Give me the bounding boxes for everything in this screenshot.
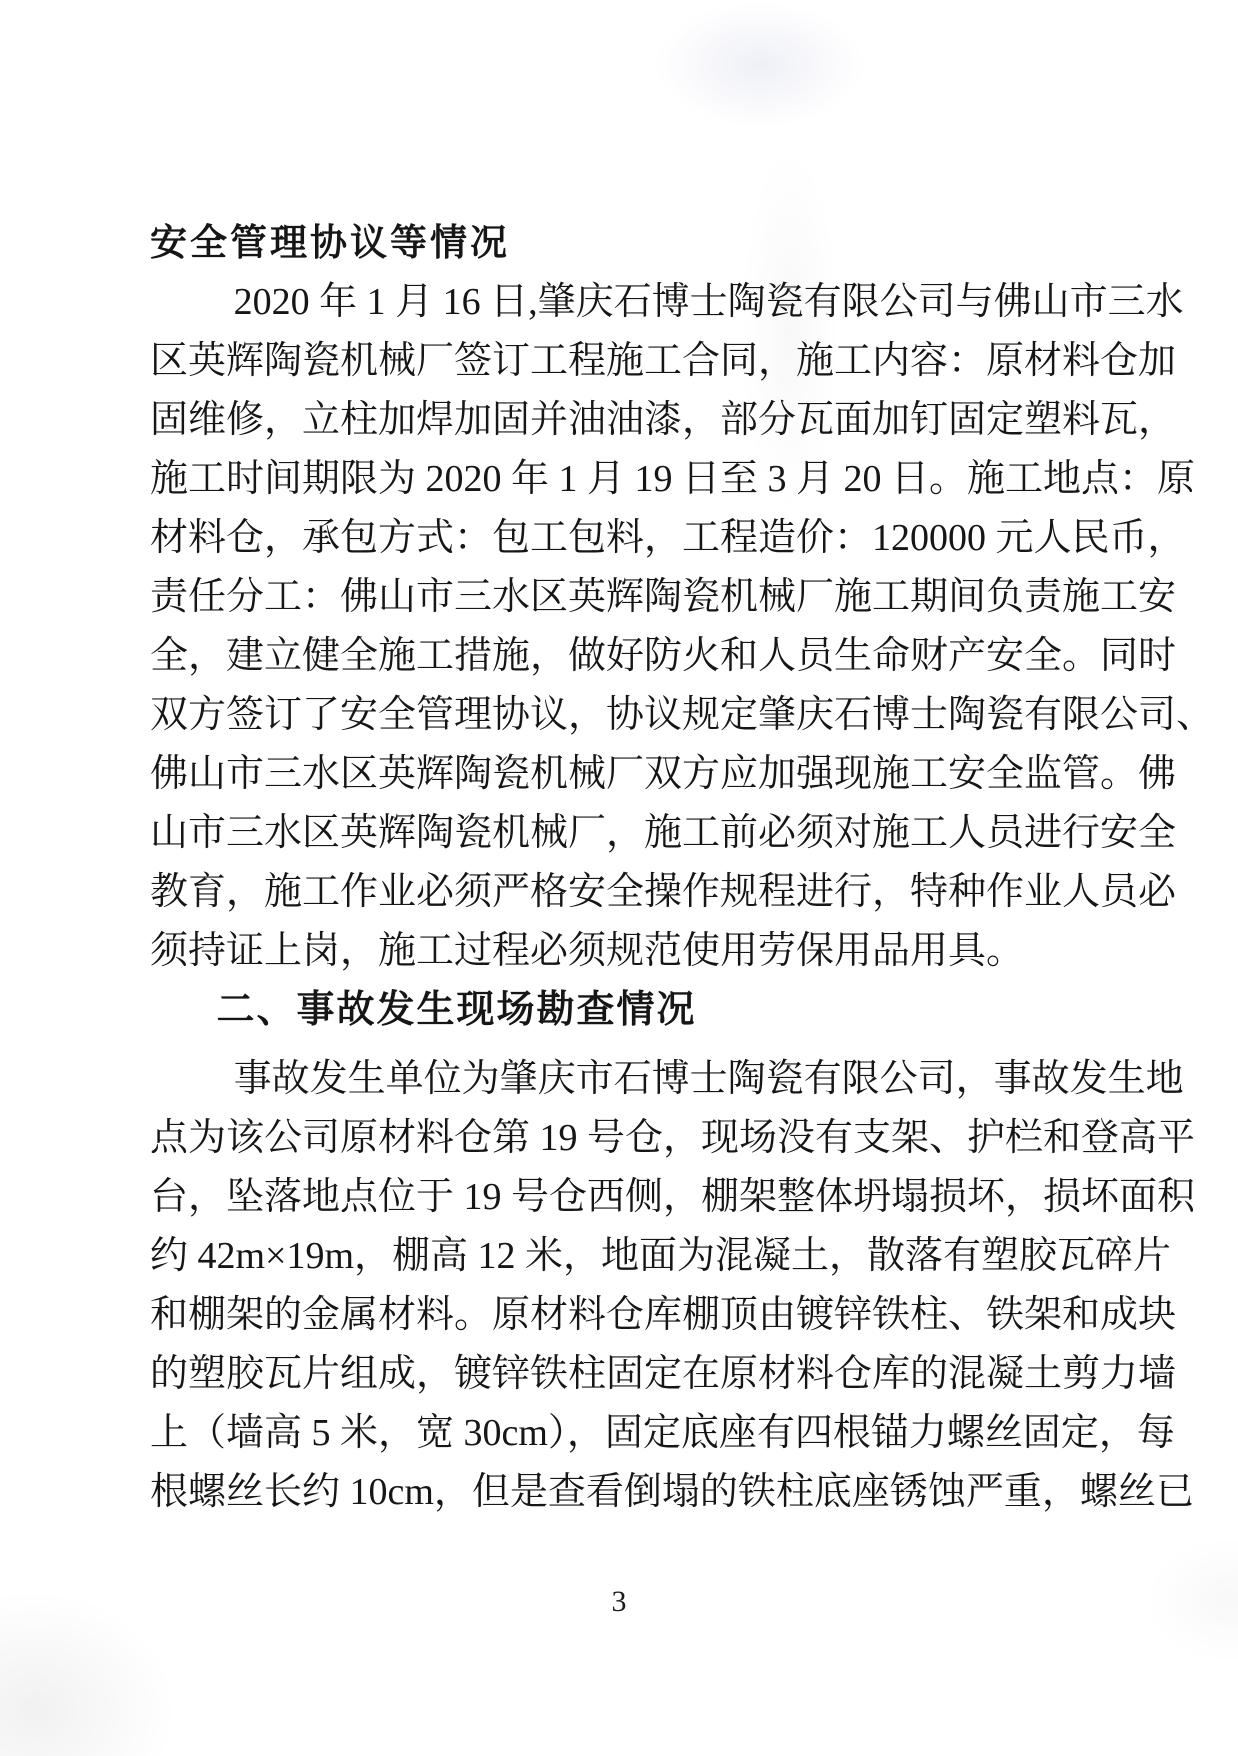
text-line: 材料仓，承包方式：包工包料，工程造价：120000 元人民币，: [150, 517, 1186, 559]
text-line: 根螺丝长约 10cm，但是查看倒塌的铁柱底座锈蚀严重，螺丝已: [150, 1471, 1194, 1513]
paragraph-scene-survey: [150, 1050, 1196, 1522]
text-line: 责任分工：佛山市三水区英辉陶瓷机械厂施工期间负责施工安: [150, 576, 1177, 618]
text-line: 和棚架的金属材料。原材料仓库棚顶由镀锌铁柱、铁架和成块: [150, 1294, 1177, 1336]
text-line: 区英辉陶瓷机械厂签订工程施工合同，施工内容：原材料仓加: [150, 340, 1177, 382]
page-number: 3: [611, 1585, 627, 1618]
text-line: 事故发生单位为肇庆市石博士陶瓷有限公司，事故发生地: [233, 1058, 1184, 1100]
text-line: 教育，施工作业必须严格安全操作规程进行，特种作业人员必: [150, 871, 1177, 913]
paragraph-construction-contract: [150, 273, 1215, 981]
text-line: 上（墙高 5 米，宽 30cm），固定底座有四根锚力螺丝固定，每: [150, 1412, 1175, 1454]
section-heading-scene-investigation: 二、事故发生现场勘查情况: [216, 989, 697, 1031]
text-line: 台，坠落地点位于 19 号仓西侧，棚架整体坍塌损坏，损坏面积: [150, 1176, 1196, 1218]
text-line: 固维修，立柱加焊加固并油油漆，部分瓦面加钉固定塑料瓦，: [150, 399, 1177, 441]
section-heading-safety-agreement: 安全管理协议等情况: [150, 223, 510, 264]
text-line: 点为该公司原材料仓第 19 号仓，现场没有支架、护栏和登高平: [150, 1117, 1196, 1159]
text-line: 全，建立健全施工措施，做好防火和人员生命财产安全。同时: [150, 635, 1177, 677]
text-line: 施工时间期限为 2020 年 1 月 19 日至 3 月 20 日。施工地点：原: [150, 458, 1196, 500]
text-line: 2020 年 1 月 16 日,肇庆石博士陶瓷有限公司与佛山市三水: [233, 281, 1184, 323]
text-line: 山市三水区英辉陶瓷机械厂，施工前必须对施工人员进行安全: [150, 812, 1177, 854]
text-line: 约 42m×19m，棚高 12 米，地面为混凝土，散落有塑胶瓦碎片: [150, 1235, 1172, 1277]
text-line: 须持证上岗，施工过程必须规范使用劳保用品用具。: [150, 930, 1025, 972]
text-line: 的塑胶瓦片组成，镀锌铁柱固定在原材料仓库的混凝土剪力墙: [150, 1353, 1177, 1395]
text-line: 佛山市三水区英辉陶瓷机械厂双方应加强现施工安全监管。佛: [150, 753, 1177, 795]
text-line: 双方签订了安全管理协议，协议规定肇庆石博士陶瓷有限公司、: [150, 694, 1215, 736]
document-body: [150, 214, 1215, 1522]
